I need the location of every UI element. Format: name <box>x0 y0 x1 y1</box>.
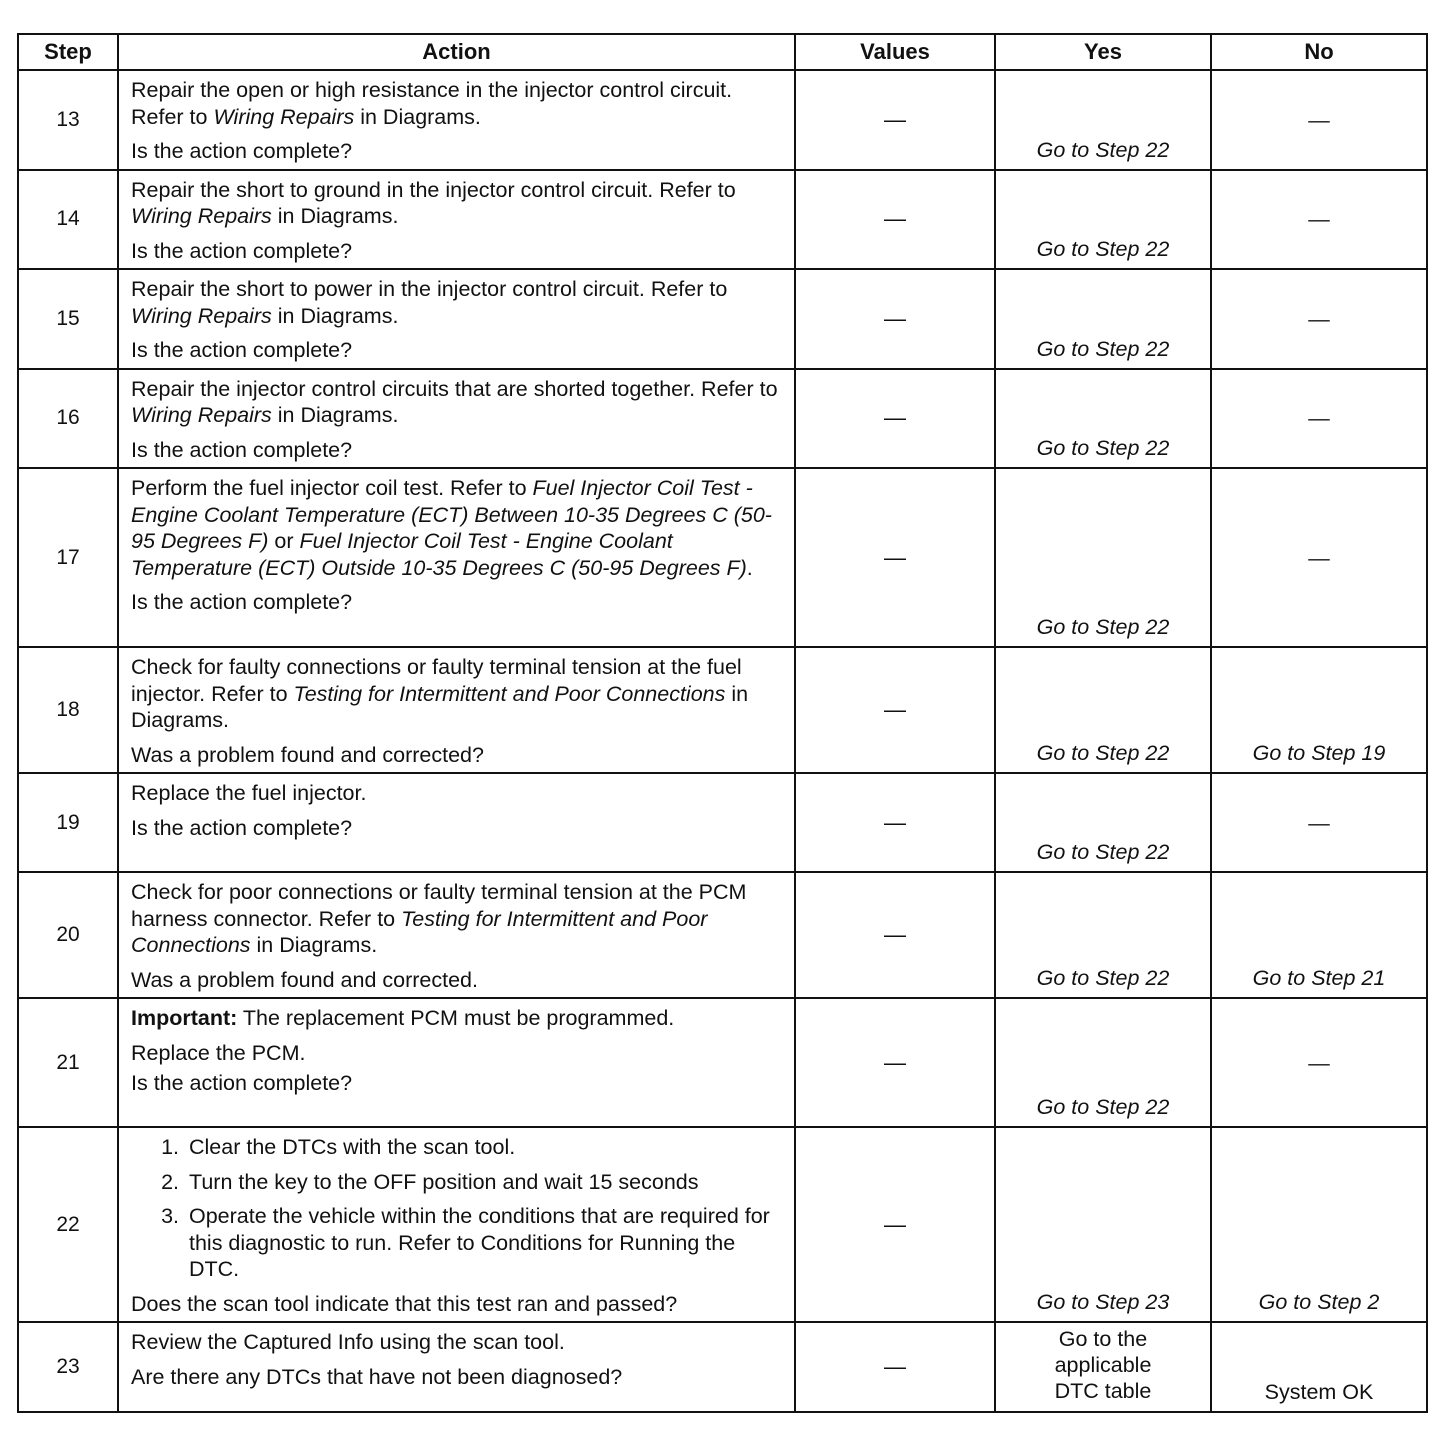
action-text: Replace the PCM. <box>131 1040 306 1065</box>
yes-cell: Go to Step 22 <box>995 998 1211 1127</box>
step-row-19 <box>18 773 1427 872</box>
action-text: Repair the short to power in the injector control circuit. Refer to Wiring Repairs in Diagrams. <box>131 277 728 328</box>
step-number: 17 <box>18 468 118 647</box>
action-question: Is the action complete? <box>131 238 353 263</box>
no-cell: — <box>1211 369 1427 469</box>
action-question: Is the action complete? <box>131 1071 353 1095</box>
header-no: No <box>1211 34 1427 70</box>
step-row-22 <box>18 1127 1427 1322</box>
step-number: 18 <box>18 647 118 773</box>
important-note: Important: The replacement PCM must be programmed. <box>131 1006 675 1030</box>
header-step: Step <box>18 34 118 70</box>
step-row-15 <box>18 269 1427 369</box>
step-number: 23 <box>18 1322 118 1412</box>
yes-cell: Go to Step 22 <box>995 70 1211 170</box>
values-cell: — <box>795 369 995 469</box>
action-text: Check for poor connections or faulty terminal tension at the PCM harness connector. Refer to Testing for Intermittent and Poor Connections in Diagrams. <box>131 880 747 957</box>
step-row-23 <box>18 1322 1427 1412</box>
values-cell: — <box>795 872 995 998</box>
action-cell <box>118 1322 795 1412</box>
action-cell <box>118 773 795 872</box>
step-row-18 <box>18 647 1427 773</box>
step-number: 16 <box>18 369 118 469</box>
action-text: Perform the fuel injector coil test. Refer to Fuel Injector Coil Test - Engine Coolant Temperature (ECT) Between 10-35 Degrees C (50-95 Degrees F) or Fuel Injector Coil Test - Engine Coolant Temperature (ECT) Outside 10-35 Degrees C (50-95 Degrees F). <box>131 476 772 580</box>
yes-cell: Go to Step 22 <box>995 170 1211 270</box>
no-cell: — <box>1211 269 1427 369</box>
header-values: Values <box>795 34 995 70</box>
no-cell: System OK <box>1211 1322 1427 1412</box>
yes-cell: Go to Step 22 <box>995 468 1211 647</box>
action-question: Is the action complete? <box>131 139 353 163</box>
action-question: Is the action complete? <box>131 338 353 362</box>
yes-cell: Go to Step 22 <box>995 773 1211 872</box>
action-cell <box>118 269 795 369</box>
step-row-14 <box>18 170 1427 270</box>
action-cell <box>118 468 795 647</box>
no-cell: — <box>1211 70 1427 170</box>
step-row-13 <box>18 70 1427 170</box>
list-item: 2. Turn the key to the OFF position and wait 15 seconds <box>185 1169 786 1196</box>
action-cell <box>118 872 795 998</box>
list-item: 1. Clear the DTCs with the scan tool. <box>185 1134 786 1161</box>
action-cell <box>118 70 795 170</box>
values-cell: — <box>795 998 995 1127</box>
no-cell: — <box>1211 170 1427 270</box>
header-row <box>18 34 1427 70</box>
yes-cell: Go to Step 22 <box>995 872 1211 998</box>
values-cell: — <box>795 468 995 647</box>
header-action: Action <box>118 34 795 70</box>
action-text: Repair the short to ground in the injector control circuit. Refer to Wiring Repairs in Diagrams. <box>131 177 736 228</box>
step-row-20 <box>18 872 1427 998</box>
action-cell <box>118 998 795 1127</box>
action-question: Is the action complete? <box>131 815 353 840</box>
action-question: Was a problem found and corrected. <box>131 967 478 992</box>
action-text: Repair the injector control circuits that are shorted together. Refer to Wiring Repairs in Diagrams. <box>131 376 778 427</box>
values-cell: — <box>795 1127 995 1322</box>
step-row-17 <box>18 468 1427 647</box>
action-question: Was a problem found and corrected? <box>131 742 484 767</box>
no-cell: Go to Step 2 <box>1211 1127 1427 1322</box>
step-number: 15 <box>18 269 118 369</box>
action-question: Is the action complete? <box>131 590 353 614</box>
action-text: Replace the fuel injector. <box>131 781 367 805</box>
no-cell: — <box>1211 468 1427 647</box>
yes-cell: Go to the applicable DTC table <box>995 1322 1211 1412</box>
action-question: Is the action complete? <box>131 437 353 462</box>
action-text: Review the Captured Info using the scan tool. <box>131 1330 565 1354</box>
step-row-16 <box>18 369 1427 469</box>
action-text: Check for faulty connections or faulty terminal tension at the fuel injector. Refer to Testing for Intermittent and Poor Connections in Diagrams. <box>131 655 749 732</box>
procedure-list <box>131 1134 786 1283</box>
action-text: Repair the open or high resistance in the injector control circuit. Refer to Wiring Repairs in Diagrams. <box>131 78 733 129</box>
values-cell: — <box>795 70 995 170</box>
values-cell: — <box>795 170 995 270</box>
yes-cell: Go to Step 22 <box>995 369 1211 469</box>
yes-cell: Go to Step 22 <box>995 269 1211 369</box>
list-item: 3. Operate the vehicle within the conditions that are required for this diagnostic to run. Refer to Conditions for Running the DTC. <box>185 1203 786 1283</box>
action-question: Are there any DTCs that have not been diagnosed? <box>131 1364 623 1389</box>
no-cell: Go to Step 21 <box>1211 872 1427 998</box>
action-question: Does the scan tool indicate that this test ran and passed? <box>131 1291 678 1316</box>
yes-cell: Go to Step 22 <box>995 647 1211 773</box>
step-number: 20 <box>18 872 118 998</box>
header-yes: Yes <box>995 34 1211 70</box>
values-cell: — <box>795 1322 995 1412</box>
diagnostic-steps-table <box>17 33 1428 1413</box>
step-number: 13 <box>18 70 118 170</box>
step-number: 19 <box>18 773 118 872</box>
action-cell <box>118 369 795 469</box>
step-number: 14 <box>18 170 118 270</box>
values-cell: — <box>795 647 995 773</box>
step-number: 21 <box>18 998 118 1127</box>
action-cell <box>118 170 795 270</box>
values-cell: — <box>795 773 995 872</box>
yes-cell: Go to Step 23 <box>995 1127 1211 1322</box>
action-cell <box>118 647 795 773</box>
no-cell: — <box>1211 773 1427 872</box>
no-cell: — <box>1211 998 1427 1127</box>
step-row-21 <box>18 998 1427 1127</box>
no-cell: Go to Step 19 <box>1211 647 1427 773</box>
values-cell: — <box>795 269 995 369</box>
action-cell <box>118 1127 795 1322</box>
step-number: 22 <box>18 1127 118 1322</box>
